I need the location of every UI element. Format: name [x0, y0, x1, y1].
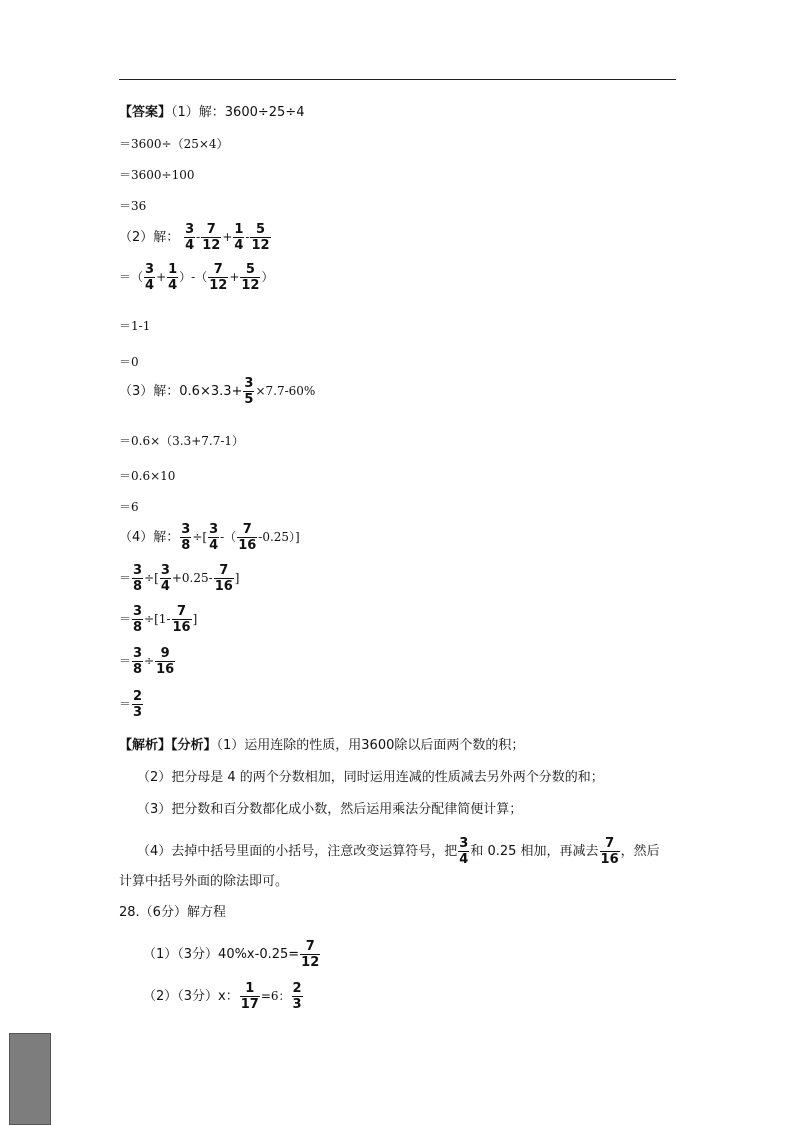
step-line: ＝ $\frac{3}{8}$ ÷[ $\frac{3}{4}$ +0.25- $\frac{7}{16}$ ]	[119, 563, 240, 594]
analysis-line-5: 计算中括号外面的除法即可。	[119, 874, 289, 889]
fraction: $\frac{2}{3}$	[133, 689, 143, 720]
q28-item-2: （2）（3分）x： $\frac{1}{17}$ =6： $\frac{2}{3}$	[143, 981, 302, 1012]
fraction: $\frac{5}{12}$	[241, 262, 260, 293]
analysis-line-1: 【解析】【分析】（1）运用连除的性质，用3600除以后面两个数的积；	[119, 738, 525, 753]
fraction: $\frac{3}{4}$	[459, 836, 469, 867]
fraction: $\frac{7}{16}$	[238, 522, 257, 553]
fraction: $\frac{7}{12}$	[301, 939, 320, 970]
fraction: $\frac{1}{4}$	[234, 222, 244, 253]
part3-head: （3）解：0.6×3.3+ $\frac{3}{5}$ ×7.7-60%	[119, 376, 316, 407]
step-line: ＝3600÷100	[119, 168, 195, 182]
step-line: ＝36	[119, 199, 147, 213]
fraction: $\frac{7}{12}$	[202, 222, 221, 253]
fraction: $\frac{3}{8}$	[133, 563, 143, 594]
analysis-line-3: （3）把分数和百分数都化成小数，然后运用乘法分配律简便计算；	[137, 802, 523, 817]
step-line: ＝ $\frac{3}{8}$ ÷ $\frac{9}{16}$	[119, 646, 175, 677]
fraction: $\frac{3}{4}$	[209, 522, 219, 553]
fraction: $\frac{3}{8}$	[181, 522, 191, 553]
step-line: ＝0.6×10	[119, 469, 176, 483]
fraction: $\frac{3}{4}$	[145, 262, 155, 293]
fraction: $\frac{3}{4}$	[185, 222, 195, 253]
analysis-line-2: （2）把分母是 4 的两个分数相加，同时运用连减的性质减去另外两个分数的和；	[137, 770, 604, 785]
fraction: $\frac{7}{16}$	[214, 563, 233, 594]
fraction: $\frac{3}{5}$	[244, 376, 254, 407]
step-line: ＝（ $\frac{3}{4}$ + $\frac{1}{4}$ ）-（ $\frac{7}{12}$ + $\frac{5}{12}$ ）	[119, 262, 274, 293]
fraction: $\frac{7}{16}$	[600, 836, 619, 867]
answer-label: 【答案】	[119, 105, 172, 120]
header-rule	[119, 79, 676, 80]
question-28-title: 28.（6分）解方程	[119, 905, 226, 920]
step-line: ＝0.6×（3.3+7.7-1）	[119, 434, 245, 448]
fraction: $\frac{9}{16}$	[156, 646, 175, 677]
fraction: $\frac{7}{12}$	[209, 262, 228, 293]
answer-line-1: 【答案】（1）解：3600÷25÷4	[119, 105, 305, 120]
gray-margin-block	[9, 1033, 51, 1125]
step-line: ＝ $\frac{2}{3}$	[119, 689, 143, 720]
part2-head: （2）解： $\frac{3}{4}$ - $\frac{7}{12}$ + $\frac{1}{4}$ - $\frac{5}{12}$	[119, 222, 270, 253]
step-line: ＝1-1	[119, 319, 151, 333]
fraction: $\frac{5}{12}$	[251, 222, 270, 253]
step-line: ＝0	[119, 355, 139, 369]
fraction: $\frac{3}{8}$	[133, 604, 143, 635]
fraction: $\frac{7}{16}$	[172, 604, 191, 635]
step-line: ＝ $\frac{3}{8}$ ÷[1- $\frac{7}{16}$ ]	[119, 604, 198, 635]
fraction: $\frac{3}{8}$	[133, 646, 143, 677]
fraction: $\frac{1}{17}$	[240, 981, 259, 1012]
analysis-label: 【解析】【分析】	[119, 738, 217, 753]
step-line: ＝3600÷（25×4）	[119, 137, 229, 151]
q28-item-1: （1）（3分）40%x-0.25= $\frac{7}{12}$	[143, 939, 320, 970]
analysis-line-4: （4）去掉中括号里面的小括号，注意改变运算符号，把 $\frac{3}{4}$ 和 0.25 相加，再减去 $\frac{7}{16}$ ，然后	[137, 836, 660, 867]
fraction: $\frac{2}{3}$	[292, 981, 302, 1012]
fraction: $\frac{3}{4}$	[160, 563, 170, 594]
part4-head: （4）解： $\frac{3}{8}$ ÷[ $\frac{3}{4}$ -（ $\frac{7}{16}$ -0.25）]	[119, 522, 300, 553]
fraction: $\frac{1}{4}$	[168, 262, 178, 293]
step-line: ＝6	[119, 500, 139, 514]
